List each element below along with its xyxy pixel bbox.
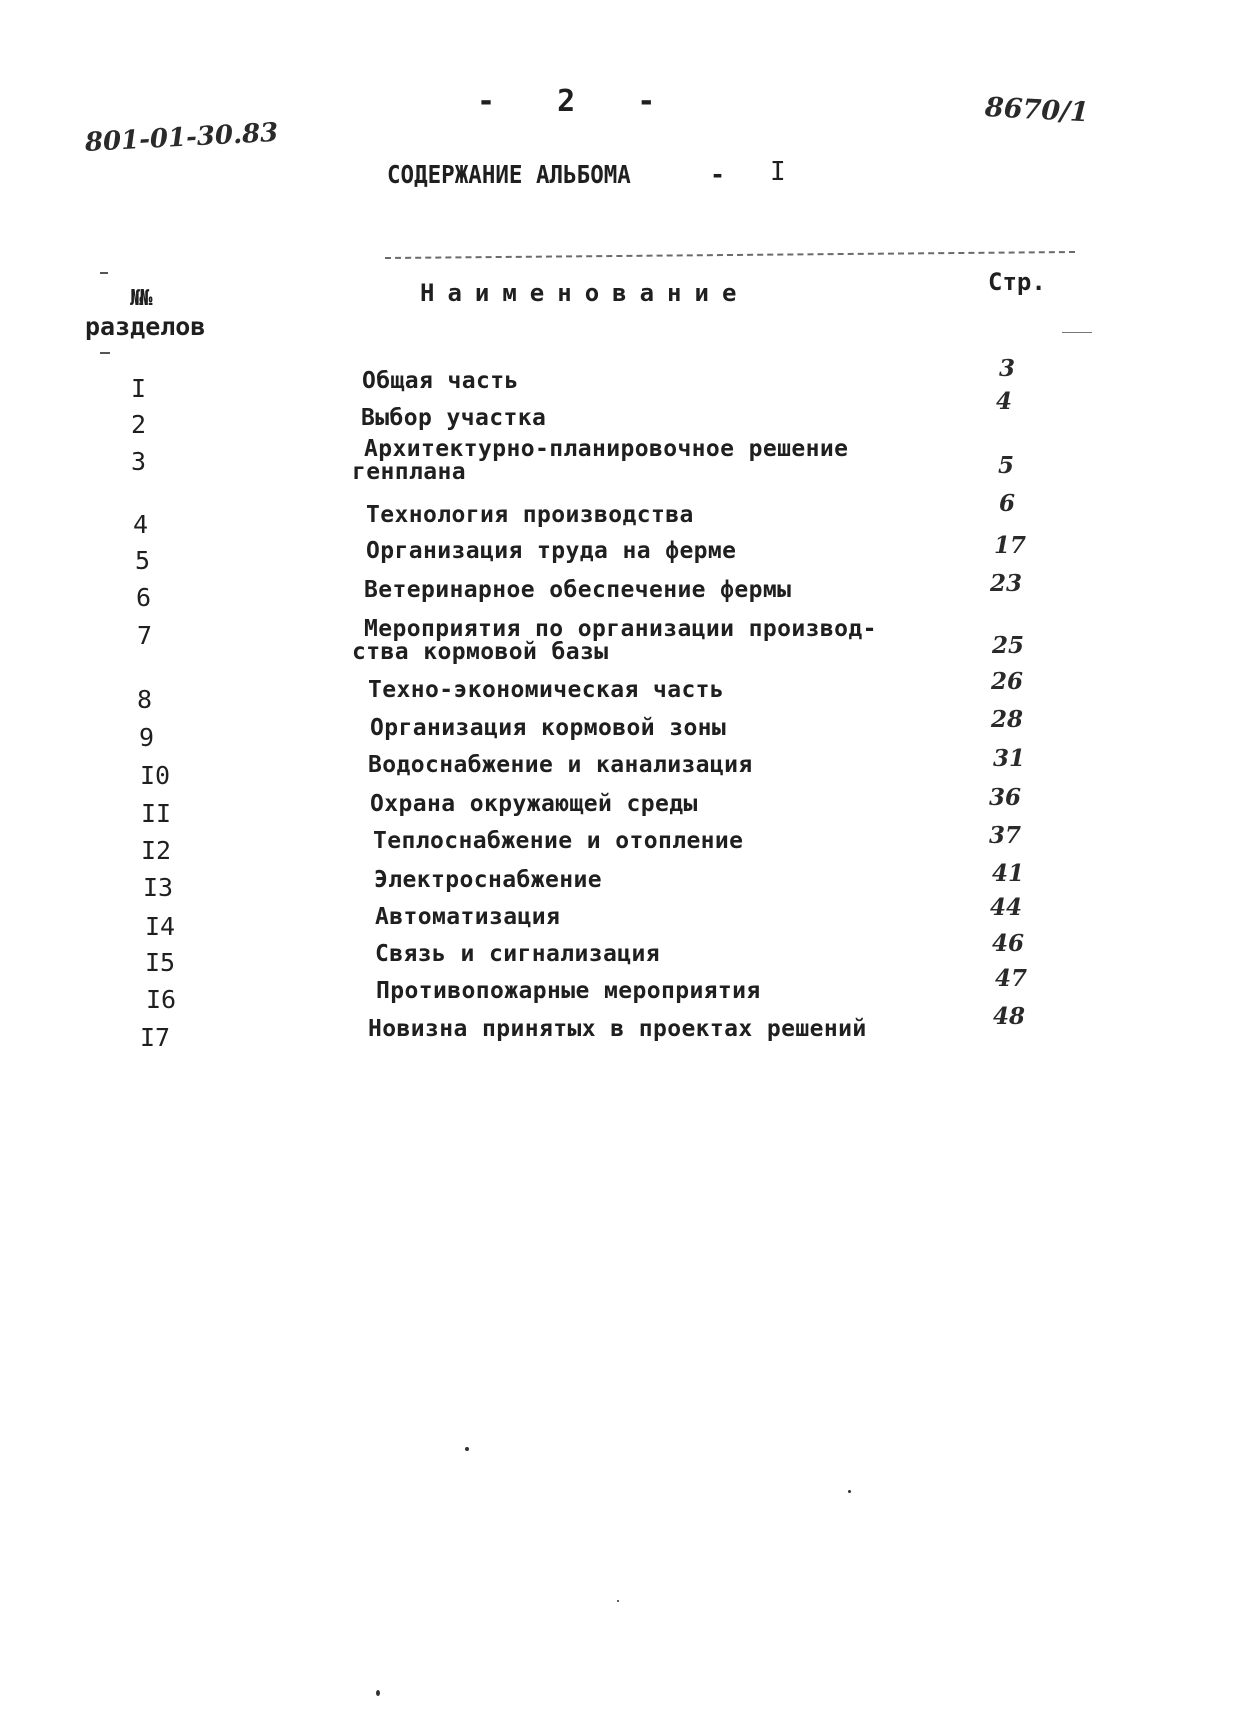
section-page: 47 <box>995 965 1028 992</box>
section-page: 4 <box>996 388 1013 415</box>
section-title <box>373 828 743 854</box>
column-number-symbol: №№ <box>130 286 149 311</box>
document-title: СОДЕРЖАНИЕ АЛЬБОМА <box>387 160 631 189</box>
section-number: I0 <box>140 761 171 790</box>
section-page: 3 <box>999 355 1016 382</box>
section-title-line: Электроснабжение <box>374 867 602 893</box>
scan-speck <box>617 1600 619 1602</box>
section-title-line: генплана <box>352 459 466 485</box>
section-number: I7 <box>140 1023 171 1052</box>
section-page: 44 <box>990 894 1023 921</box>
column-number-label: разделов <box>85 312 206 341</box>
section-title-line: Общая часть <box>362 368 519 394</box>
section-page: 26 <box>991 668 1024 695</box>
section-title-line: Архитектурно-планировочное решение <box>364 436 849 462</box>
section-number: 5 <box>135 546 151 575</box>
album-code: 8670/1 <box>984 92 1090 129</box>
section-number: I5 <box>145 948 176 977</box>
section-title <box>375 941 660 967</box>
section-page: 36 <box>989 784 1022 811</box>
section-page: 6 <box>999 490 1016 517</box>
section-page: 48 <box>993 1003 1026 1030</box>
section-number: 8 <box>137 685 153 714</box>
section-title-line: Водоснабжение и канализация <box>368 752 753 778</box>
section-title-line: Техно-экономическая часть <box>368 677 725 703</box>
section-title-line: Организация кормовой зоны <box>370 715 727 741</box>
section-number: I4 <box>145 912 176 941</box>
section-page: 28 <box>991 706 1024 733</box>
section-page: 23 <box>990 570 1023 597</box>
section-title-line: Технология производства <box>366 502 694 528</box>
section-title-line: Противопожарные мероприятия <box>376 978 761 1004</box>
scan-speck <box>376 1690 380 1696</box>
column-name-header: Наименование <box>420 279 750 307</box>
album-number: I <box>770 157 786 187</box>
section-number: 4 <box>133 510 149 539</box>
section-title <box>352 436 849 485</box>
section-page: 41 <box>992 860 1025 887</box>
section-title <box>364 577 791 603</box>
title-dash: - <box>710 160 726 189</box>
section-title <box>374 867 602 893</box>
section-title <box>368 752 753 778</box>
section-title-line: Охрана окружающей среды <box>370 791 698 817</box>
section-page: 37 <box>989 822 1022 849</box>
section-number: 2 <box>131 410 147 439</box>
scan-speck <box>848 1490 851 1493</box>
section-title <box>376 978 761 1004</box>
section-title <box>362 368 519 394</box>
section-page: 17 <box>994 532 1027 559</box>
section-number: II <box>141 799 172 828</box>
section-title <box>370 791 698 817</box>
section-page: 25 <box>992 632 1025 659</box>
section-title-line: Связь и сигнализация <box>375 941 660 967</box>
page-number: - 2 - <box>477 84 678 119</box>
section-number: I3 <box>143 873 174 902</box>
section-number: 6 <box>136 583 152 612</box>
section-title <box>366 538 736 564</box>
section-page: 5 <box>998 452 1015 479</box>
column-page-header: Стр. <box>988 268 1046 296</box>
section-title-line: Ветеринарное обеспечение фермы <box>364 577 792 603</box>
section-number: 7 <box>137 621 153 650</box>
section-title <box>370 715 726 741</box>
section-title <box>361 405 546 431</box>
section-number: I <box>131 374 147 403</box>
section-title-line: Мероприятия по организации производ- <box>364 616 877 642</box>
section-title <box>368 1016 867 1042</box>
section-title <box>366 502 694 528</box>
section-number: 9 <box>139 723 155 752</box>
scan-speck <box>465 1447 469 1451</box>
section-title <box>375 904 560 930</box>
section-title-line: Выбор участка <box>361 405 547 431</box>
section-number: I6 <box>146 985 177 1014</box>
section-page: 46 <box>992 930 1025 957</box>
section-number: 3 <box>131 447 147 476</box>
section-title-line: Теплоснабжение и отопление <box>373 828 744 854</box>
section-title-line: ства кормовой базы <box>352 639 609 665</box>
section-title-line: Автоматизация <box>375 904 561 930</box>
section-title <box>368 677 724 703</box>
section-title <box>352 616 877 665</box>
document-code: 801-01-30.83 <box>84 117 279 158</box>
section-title-line: Новизна принятых в проектах решений <box>368 1016 867 1042</box>
section-number: I2 <box>141 836 172 865</box>
section-page: 31 <box>993 745 1026 772</box>
section-title-line: Организация труда на ферме <box>366 538 737 564</box>
